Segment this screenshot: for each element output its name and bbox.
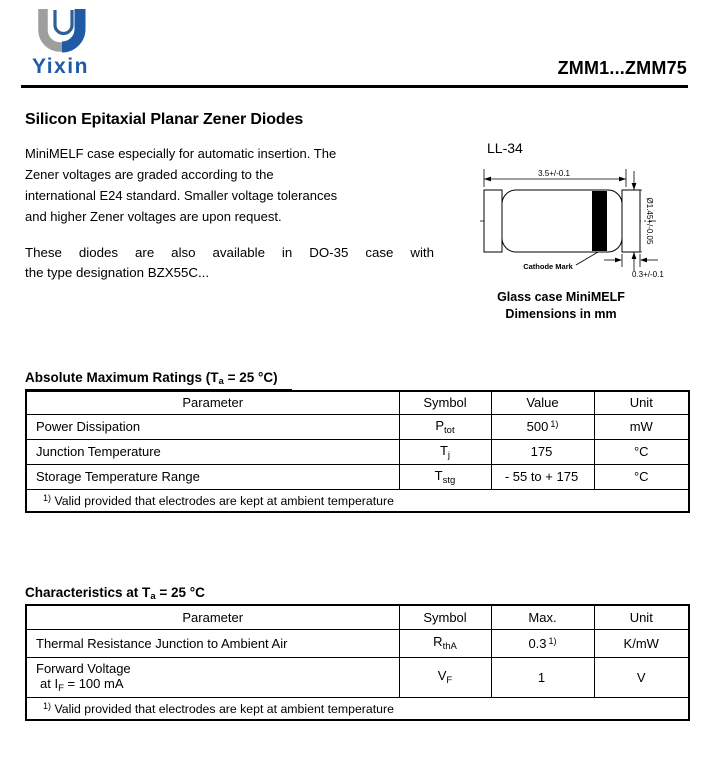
- cell-parameter: Power Dissipation: [26, 414, 399, 439]
- cell-parameter: Thermal Resistance Junction to Ambient Air: [26, 629, 399, 657]
- header-divider: [21, 85, 688, 88]
- package-caption: [478, 289, 644, 323]
- parameter-line: [36, 676, 399, 694]
- table-footnote-row: [26, 489, 689, 512]
- cathode-leader-line: [576, 252, 598, 265]
- col-header-parameter: Parameter: [26, 391, 399, 414]
- value-text: 1: [537, 669, 546, 685]
- cell-value: [491, 657, 594, 697]
- col-header-symbol: Symbol: [399, 391, 491, 414]
- symbol-base: V: [437, 668, 447, 683]
- package-name-label: LL-34: [487, 140, 523, 156]
- symbol-base: T: [434, 467, 443, 483]
- cell-parameter: Storage Temperature Range: [26, 464, 399, 489]
- table-row: [26, 414, 689, 439]
- symbol-subscript: F: [446, 675, 453, 686]
- value-text: 0.3: [528, 635, 547, 651]
- col-header-unit: Unit: [594, 605, 689, 629]
- caption-line: Glass case MiniMELF: [497, 290, 625, 304]
- symbol-base: T: [439, 442, 448, 458]
- footnote-text: Valid provided that electrodes are kept at ambient temperature: [54, 701, 394, 716]
- cathode-mark-label: Cathode Mark: [523, 262, 573, 271]
- table-header-row: [26, 605, 689, 629]
- table-footnote-row: [26, 697, 689, 720]
- cap-width-dimension-label: 0.3+/-0.1: [632, 270, 664, 279]
- cell-unit: V: [594, 657, 689, 697]
- table-row: [26, 464, 689, 489]
- table-row: [26, 439, 689, 464]
- cell-unit: mW: [594, 414, 689, 439]
- characteristics-table: [25, 604, 690, 721]
- col-header-symbol: Symbol: [399, 605, 491, 629]
- value-text: - 55 to + 175: [504, 469, 579, 484]
- cap-width-dimension: [604, 254, 658, 267]
- value-footnote-marker: 1): [550, 419, 559, 429]
- cell-value: [491, 439, 594, 464]
- yixin-logo-icon: [36, 8, 86, 53]
- characteristics-title: [25, 585, 219, 605]
- cell-parameter: [26, 657, 399, 697]
- parameter-line: Forward Voltage: [36, 660, 131, 676]
- logo-u-left-arm: [43, 9, 62, 47]
- title-text: = 25 °C): [223, 370, 278, 385]
- cell-unit: °C: [594, 464, 689, 489]
- logo-wordmark: Yixin: [32, 55, 89, 78]
- symbol-subscript: j: [447, 449, 451, 461]
- symbol-subscript: thA: [442, 641, 457, 652]
- table-row: [26, 657, 689, 697]
- description-line: international E24 standard. Smaller voltage tolerances: [25, 188, 338, 203]
- footnote-text: Valid provided that electrodes are kept at ambient temperature: [54, 493, 394, 508]
- cathode-band: [592, 191, 607, 251]
- col-header-parameter: Parameter: [26, 605, 399, 629]
- description-line: These diodes are also available in DO-35 case with: [25, 245, 434, 260]
- right-end-cap: [622, 190, 640, 252]
- footnote-cell: [26, 489, 689, 512]
- symbol-subscript: tot: [444, 424, 455, 436]
- alternate-case-paragraph: [25, 243, 434, 283]
- page-title: Silicon Epitaxial Planar Zener Diodes: [25, 111, 304, 128]
- footnote-marker: 1): [43, 492, 52, 503]
- left-end-cap: [484, 190, 502, 252]
- length-dimension-label: 3.5+/-0.1: [538, 169, 570, 178]
- cell-value: [491, 414, 594, 439]
- col-header-value: Value: [491, 391, 594, 414]
- cell-symbol: [399, 629, 491, 657]
- part-number-title: ZMM1...ZMM75: [557, 58, 687, 78]
- symbol-subscript: stg: [442, 474, 456, 486]
- title-subscript: a: [150, 591, 156, 602]
- caption-line: Dimensions in mm: [505, 307, 617, 321]
- parameter-subscript: F: [58, 682, 64, 694]
- cell-symbol: [399, 657, 491, 697]
- symbol-base: P: [435, 417, 445, 433]
- cell-unit: K/mW: [594, 629, 689, 657]
- logo-u-inner: [55, 10, 72, 34]
- table-header-row: [26, 391, 689, 414]
- description-line: MiniMELF case especially for automatic insertion. The: [25, 146, 337, 161]
- value-text: 175: [530, 444, 553, 459]
- description-paragraph: [25, 143, 337, 227]
- cell-parameter: Junction Temperature: [26, 439, 399, 464]
- abs-max-ratings-table: [25, 390, 690, 513]
- col-header-max: Max.: [491, 605, 594, 629]
- title-text: Characteristics at T: [25, 585, 151, 600]
- title-subscript: a: [218, 376, 224, 387]
- cell-unit: °C: [594, 439, 689, 464]
- parameter-text: = 100 mA: [63, 675, 124, 691]
- footnote-cell: [26, 697, 689, 720]
- title-text: = 25 °C: [155, 585, 205, 600]
- parameter-text: at I: [40, 675, 59, 691]
- description-line: Zener voltages are graded according to the: [25, 167, 274, 182]
- footnote-marker: 1): [43, 700, 52, 711]
- diameter-dimension-label: Ø1.45+/-0.05: [645, 197, 654, 245]
- cell-symbol: [399, 414, 491, 439]
- abs-max-ratings-title: [25, 370, 292, 390]
- description-line: and higher Zener voltages are upon request.: [25, 209, 282, 224]
- cell-symbol: [399, 439, 491, 464]
- table-row: [26, 629, 689, 657]
- description-line: the type designation BZX55C...: [25, 265, 210, 280]
- symbol-base: R: [433, 634, 443, 649]
- value-text: 500: [526, 419, 549, 434]
- cell-value: [491, 629, 594, 657]
- package-drawing: [480, 163, 707, 288]
- value-footnote-marker: 1): [548, 635, 557, 646]
- cell-value: [491, 464, 594, 489]
- cell-symbol: [399, 464, 491, 489]
- title-text: Absolute Maximum Ratings (T: [25, 370, 219, 385]
- col-header-unit: Unit: [594, 391, 689, 414]
